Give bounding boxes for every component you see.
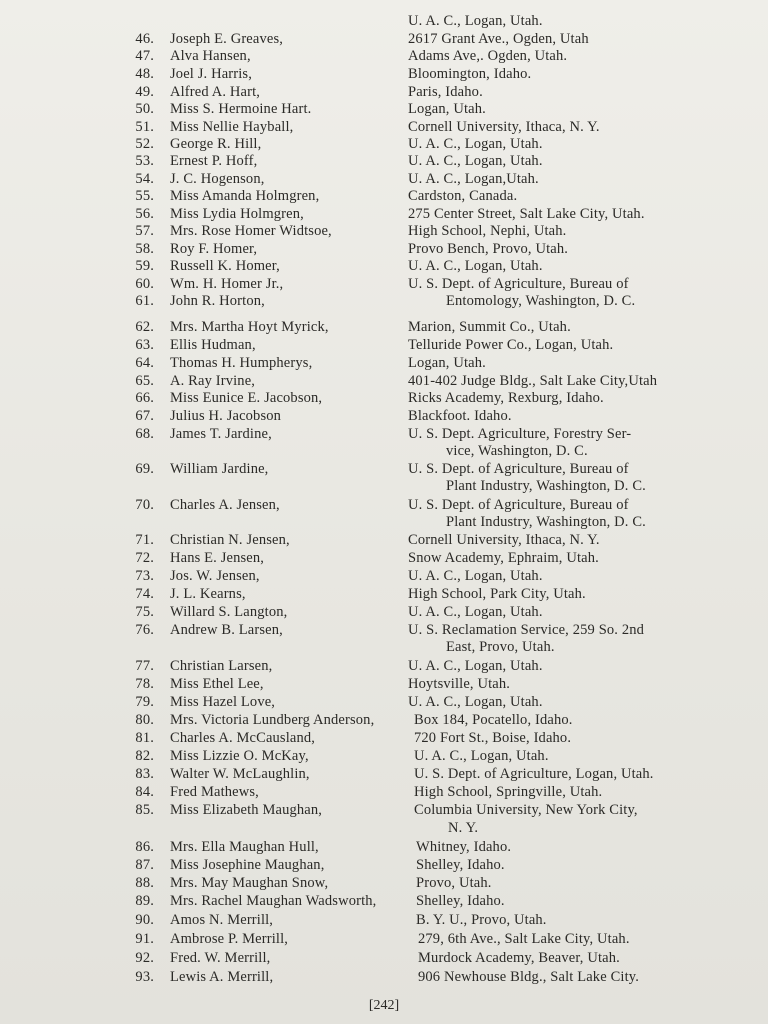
entry-number: 90. — [135, 912, 154, 928]
entry-name: Fred. W. Merrill, — [170, 950, 271, 966]
entry-number: 66. — [135, 390, 154, 406]
entry-address: Hoytsville, Utah. — [408, 676, 511, 692]
entry-number: 91. — [135, 931, 154, 947]
entry-name: Mrs. Martha Hoyt Myrick, — [170, 319, 329, 335]
entry-number: 86. — [135, 839, 154, 855]
entry-number: 51. — [135, 119, 154, 135]
entry-address: Telluride Power Co., Logan, Utah. — [408, 337, 614, 353]
entry-name: J. L. Kearns, — [170, 586, 246, 602]
entry-name: George R. Hill, — [170, 136, 262, 152]
entry-number: 70. — [135, 497, 154, 513]
entry-name: Jos. W. Jensen, — [170, 568, 260, 584]
entry-name: John R. Horton, — [170, 293, 265, 309]
entry-number: 67. — [135, 408, 154, 424]
entry-number: 83. — [135, 766, 154, 782]
entry-name: Joel J. Harris, — [170, 66, 252, 82]
entry-number: 75. — [135, 604, 154, 620]
entry-number: 52. — [135, 136, 154, 152]
entry-number: 92. — [135, 950, 154, 966]
entry-name: Hans E. Jensen, — [170, 550, 265, 566]
entry-name: Mrs. Rose Homer Widtsoe, — [170, 223, 332, 239]
entry-address: High School, Nephi, Utah. — [408, 223, 567, 239]
entry-name: Christian N. Jensen, — [170, 532, 290, 548]
entry-number: 89. — [135, 893, 154, 909]
entry-number: 48. — [135, 66, 154, 82]
entry-address: U. S. Dept. of Agriculture, Bureau of — [408, 461, 629, 477]
entry-address: High School, Springville, Utah. — [414, 784, 603, 800]
entry-address: Snow Academy, Ephraim, Utah. — [408, 550, 599, 566]
entry-name: Charles A. Jensen, — [170, 497, 280, 513]
entry-address: U. A. C., Logan, Utah. — [408, 153, 543, 169]
entry-address: 275 Center Street, Salt Lake City, Utah. — [408, 206, 645, 222]
entry-address: Marion, Summit Co., Utah. — [408, 319, 571, 335]
entry-name: Ellis Hudman, — [170, 337, 256, 353]
entry-address: Murdock Academy, Beaver, Utah. — [418, 950, 620, 966]
entry-address: Blackfoot. Idaho. — [408, 408, 512, 424]
entry-number: 46. — [135, 31, 154, 47]
entry-address: Cornell University, Ithaca, N. Y. — [408, 532, 600, 548]
entry-name: Julius H. Jacobson — [170, 408, 282, 424]
entry-name: Wm. H. Homer Jr., — [170, 276, 284, 292]
entry-name: Mrs. Rachel Maughan Wadsworth, — [170, 893, 377, 909]
entry-name: Walter W. McLaughlin, — [170, 766, 310, 782]
entry-name: Miss Elizabeth Maughan, — [170, 802, 323, 818]
entry-number: 68. — [135, 426, 154, 442]
entry-number: 57. — [135, 223, 154, 239]
entry-number: 53. — [135, 153, 154, 169]
entry-number: 56. — [135, 206, 154, 222]
entry-number: 77. — [135, 658, 154, 674]
entry-name: Charles A. McCausland, — [170, 730, 316, 746]
entry-address: U. S. Dept. of Agriculture, Bureau of — [408, 497, 629, 513]
entry-name: Miss Hazel Love, — [170, 694, 276, 710]
entry-number: 49. — [135, 84, 154, 100]
entry-name: Willard S. Langton, — [170, 604, 288, 620]
entry-name: Miss S. Hermoine Hart. — [170, 101, 312, 117]
entry-address: U. A. C., Logan,Utah. — [408, 171, 539, 187]
entry-number: 84. — [135, 784, 154, 800]
entry-number: 73. — [135, 568, 154, 584]
entry-address: Logan, Utah. — [408, 101, 486, 117]
entry-name: Miss Lizzie O. McKay, — [170, 748, 309, 764]
entry-number: 60. — [135, 276, 154, 292]
entry-address: Provo, Utah. — [416, 875, 492, 891]
entry-address: 2617 Grant Ave., Ogden, Utah — [408, 31, 589, 47]
entry-address: U. S. Dept. of Agriculture, Logan, Utah. — [414, 766, 654, 782]
entry-address: Bloomington, Idaho. — [408, 66, 532, 82]
entry-address: U. A. C., Logan, Utah. — [414, 748, 549, 764]
entry-name: Lewis A. Merrill, — [170, 969, 274, 985]
entry-address: U. A. C., Logan, Utah. — [408, 136, 543, 152]
entry-address: Shelley, Idaho. — [416, 893, 505, 909]
entry-address: 279, 6th Ave., Salt Lake City, Utah. — [418, 931, 630, 947]
entry-number: 80. — [135, 712, 154, 728]
entry-number: 93. — [135, 969, 154, 985]
entry-address: 906 Newhouse Bldg., Salt Lake City. — [418, 969, 639, 985]
entry-name: Roy F. Homer, — [170, 241, 258, 257]
entry-address: U. A. C., Logan, Utah. — [408, 258, 543, 274]
entry-address: U. S. Reclamation Service, 259 So. 2nd — [408, 622, 645, 638]
entry-name: Alfred A. Hart, — [170, 84, 261, 100]
entry-name: Amos N. Merrill, — [170, 912, 274, 928]
entry-number: 76. — [135, 622, 154, 638]
entry-address-continued: Entomology, Washington, D. C. — [446, 293, 636, 309]
entry-number: 50. — [135, 101, 154, 117]
entry-name: Miss Eunice E. Jacobson, — [170, 390, 323, 406]
entry-number: 78. — [135, 676, 154, 692]
entry-name: Miss Nellie Hayball, — [170, 119, 294, 135]
entry-number: 69. — [135, 461, 154, 477]
entry-address: Cardston, Canada. — [408, 188, 518, 204]
entry-address: Cornell University, Ithaca, N. Y. — [408, 119, 600, 135]
entry-name: Russell K. Homer, — [170, 258, 280, 274]
entry-number: 74. — [135, 586, 154, 602]
entry-name: Ernest P. Hoff, — [170, 153, 258, 169]
entry-number: 62. — [135, 319, 154, 335]
entry-name: Joseph E. Greaves, — [170, 31, 284, 47]
entry-number: 64. — [135, 355, 154, 371]
entry-address: U. A. C., Logan, Utah. — [408, 658, 543, 674]
entry-name: J. C. Hogenson, — [170, 171, 265, 187]
entry-name: Miss Ethel Lee, — [170, 676, 264, 692]
entry-number: 81. — [135, 730, 154, 746]
entry-address-continued: East, Provo, Utah. — [446, 639, 555, 655]
entry-name: Miss Lydia Holmgren, — [170, 206, 304, 222]
entry-address: Columbia University, New York City, — [414, 802, 638, 818]
entry-address: U. S. Dept. Agriculture, Forestry Ser- — [408, 426, 632, 442]
entry-number: 79. — [135, 694, 154, 710]
entry-address: High School, Park City, Utah. — [408, 586, 586, 602]
entry-number: 85. — [135, 802, 154, 818]
entry-number: 61. — [135, 293, 154, 309]
entry-address: Adams Ave,. Ogden, Utah. — [408, 48, 568, 64]
entry-number: 72. — [135, 550, 154, 566]
entry-address: 720 Fort St., Boise, Idaho. — [414, 730, 572, 746]
entry-address: 401-402 Judge Bldg., Salt Lake City,Utah — [408, 373, 658, 389]
entry-number: 58. — [135, 241, 154, 257]
entry-number: 55. — [135, 188, 154, 204]
entry-address: Logan, Utah. — [408, 355, 486, 371]
entry-name: Fred Mathews, — [170, 784, 259, 800]
entry-name: Miss Josephine Maughan, — [170, 857, 325, 873]
entry-name: Mrs. Ella Maughan Hull, — [170, 839, 319, 855]
entry-address: U. A. C., Logan, Utah. — [408, 604, 543, 620]
entry-address-continued: Plant Industry, Washington, D. C. — [446, 514, 646, 530]
entry-address: U. A. C., Logan, Utah. — [408, 694, 543, 710]
page-number: [242] — [368, 998, 400, 1013]
entry-address: B. Y. U., Provo, Utah. — [416, 912, 547, 928]
entry-number: 65. — [135, 373, 154, 389]
entry-name: Miss Amanda Holmgren, — [170, 188, 320, 204]
entry-number: 59. — [135, 258, 154, 274]
entry-name: Mrs. May Maughan Snow, — [170, 875, 329, 891]
entry-address: U. S. Dept. of Agriculture, Bureau of — [408, 276, 629, 292]
entry-address: Whitney, Idaho. — [416, 839, 512, 855]
entry-address: Box 184, Pocatello, Idaho. — [414, 712, 573, 728]
entry-name: Ambrose P. Merrill, — [170, 931, 289, 947]
entry-number: 47. — [135, 48, 154, 64]
entry-number: 87. — [135, 857, 154, 873]
entry-name: James T. Jardine, — [170, 426, 272, 442]
entry-address: Shelley, Idaho. — [416, 857, 505, 873]
entry-name: Andrew B. Larsen, — [170, 622, 283, 638]
entry-name: Christian Larsen, — [170, 658, 273, 674]
entry-address: Provo Bench, Provo, Utah. — [408, 241, 569, 257]
entry-address-continued: N. Y. — [448, 820, 479, 836]
entry-number: 71. — [135, 532, 154, 548]
entry-name: A. Ray Irvine, — [170, 373, 256, 389]
entry-address-continued: vice, Washington, D. C. — [446, 443, 588, 459]
entry-address: Ricks Academy, Rexburg, Idaho. — [408, 390, 604, 406]
entry-name: Mrs. Victoria Lundberg Anderson, — [170, 712, 375, 728]
entry-address-continued: Plant Industry, Washington, D. C. — [446, 478, 646, 494]
entry-number: 88. — [135, 875, 154, 891]
entry-name: William Jardine, — [170, 461, 269, 477]
entry-number: 63. — [135, 337, 154, 353]
entry-number: 82. — [135, 748, 154, 764]
entry-address: Paris, Idaho. — [408, 84, 483, 100]
entry-number: 54. — [135, 171, 154, 187]
entry-address: U. A. C., Logan, Utah. — [408, 13, 543, 29]
entry-name: Alva Hansen, — [170, 48, 251, 64]
entry-address: U. A. C., Logan, Utah. — [408, 568, 543, 584]
entry-name: Thomas H. Humpherys, — [170, 355, 313, 371]
